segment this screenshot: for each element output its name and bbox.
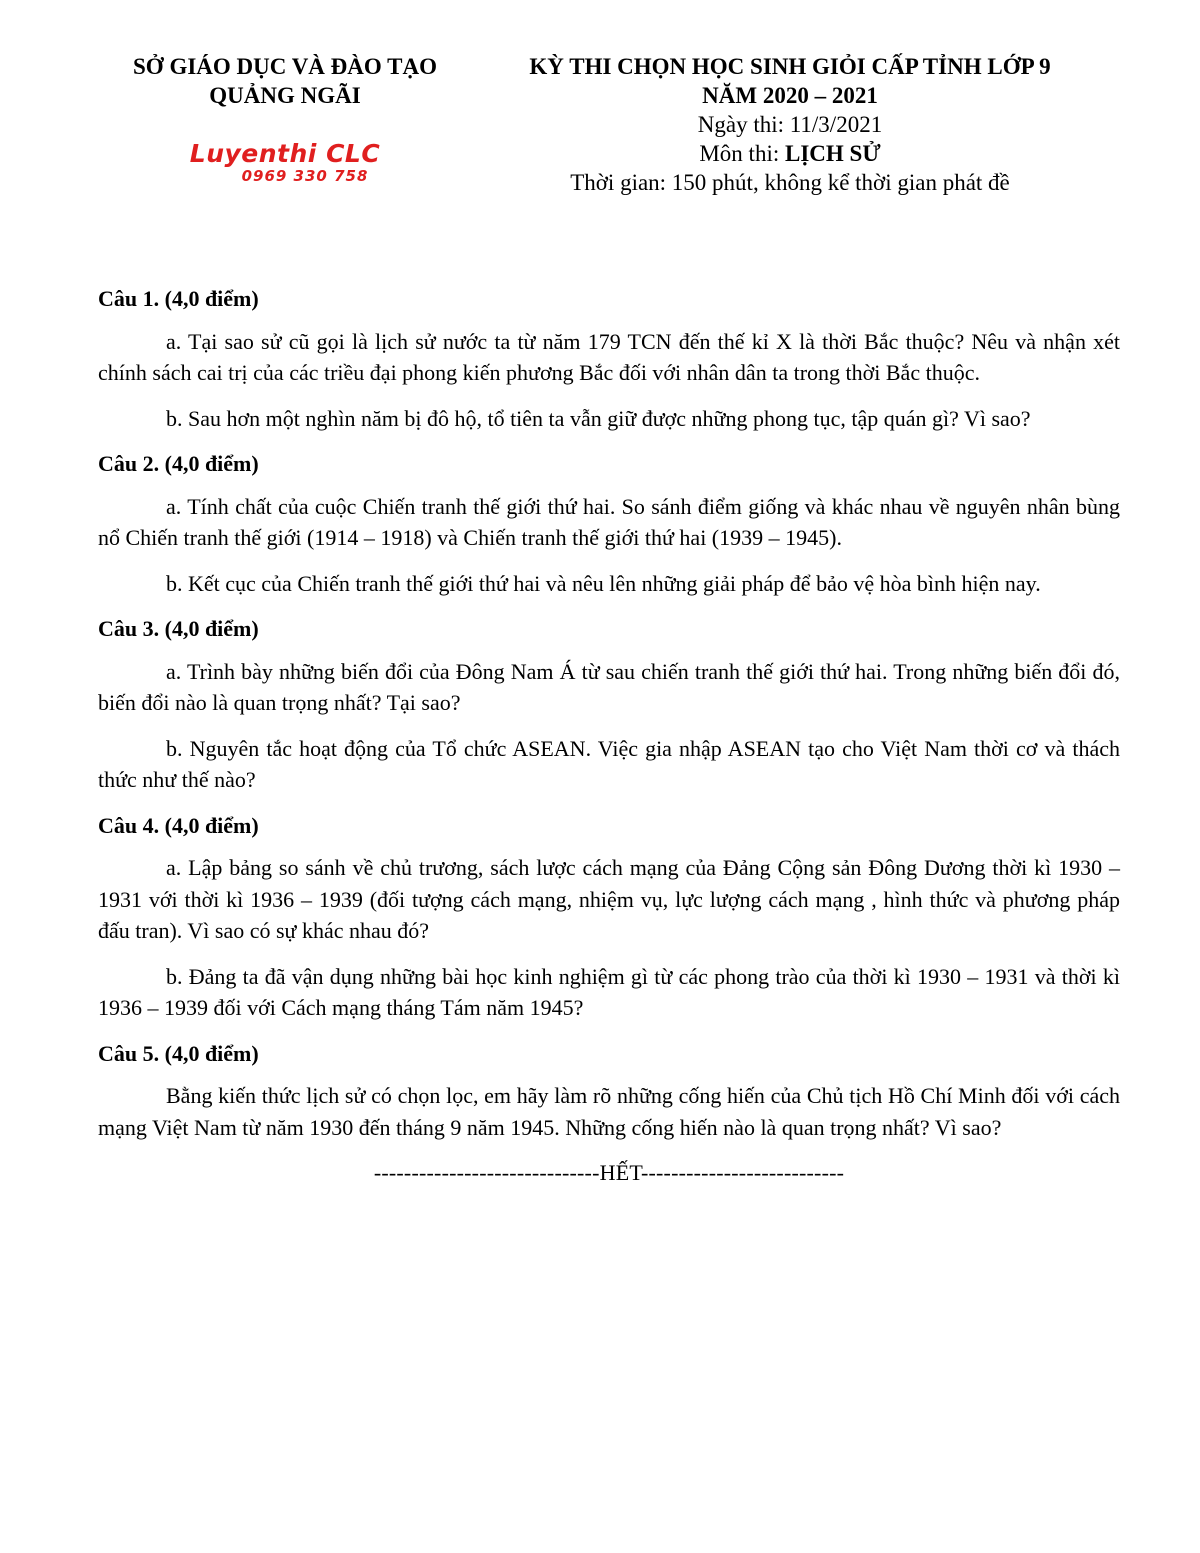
exam-header bbox=[470, 52, 1110, 197]
question-title: Câu 3. (4,0 điểm) bbox=[98, 616, 259, 641]
question-title: Câu 4. (4,0 điểm) bbox=[98, 812, 259, 838]
exam-duration: Thời gian: 150 phút, không kể thời gian phát đề bbox=[570, 170, 1010, 195]
exam-date: Ngày thi: 11/3/2021 bbox=[697, 112, 883, 137]
subject-label: Môn thi: bbox=[699, 141, 785, 166]
exam-title: KỲ THI CHỌN HỌC SINH GIỎI CẤP TỈNH LỚP 9 bbox=[529, 54, 1051, 79]
question-2 bbox=[98, 448, 1120, 599]
province-name: QUẢNG NGÃI bbox=[209, 83, 361, 108]
question-part: a. Tính chất của cuộc Chiến tranh thế giới thứ hai. So sánh điểm giống và khác nhau về nguyên nhân bùng nổ Chiến tranh thế giới (1914 – 1918) và Chiến tranh thế giới thứ hai (1939 – 1945). bbox=[98, 493, 1120, 550]
question-part: b. Sau hơn một nghìn năm bị đô hộ, tổ tiên ta vẫn giữ được những phong tục, tập quán gì? Vì sao? bbox=[166, 405, 1031, 431]
question-5 bbox=[98, 1038, 1120, 1144]
question-part: b. Đảng ta đã vận dụng những bài học kinh nghiệm gì từ các phong trào của thời kì 1930 – 1931 và thời kì 1936 – 1939 đối với Cách mạng tháng Tám năm 1945? bbox=[98, 963, 1120, 1020]
question-part: a. Lập bảng so sánh về chủ trương, sách lược cách mạng của Đảng Cộng sản Đông Dương thời kì 1930 – 1931 với thời kì 1936 – 1939 (đối tượng cách mạng, nhiệm vụ, lực lượng cách mạng , hình thức và phương pháp đấu tran). Vì sao có sự khác nhau đó? bbox=[98, 855, 1120, 943]
department-header bbox=[100, 52, 470, 110]
question-part: a. Trình bày những biến đổi của Đông Nam Á từ sau chiến tranh thế giới thứ hai. Trong những biến đổi đó, biến đổi nào là quan trọng nhất? Tại sao? bbox=[98, 658, 1120, 715]
question-title: Câu 5. (4,0 điểm) bbox=[98, 1040, 259, 1066]
logo-brand: Luyenthi CLC bbox=[189, 139, 381, 168]
question-part: a. Tại sao sử cũ gọi là lịch sử nước ta từ năm 179 TCN đến thế kỉ X là thời Bắc thuộc? Nêu và nhận xét chính sách cai trị của các triều đại phong kiến phương Bắc đối với nhân dân ta trong thời Bắc thuộc. bbox=[98, 328, 1120, 385]
subject-name: LỊCH SỬ bbox=[784, 141, 881, 166]
exam-year: NĂM 2020 – 2021 bbox=[702, 83, 878, 108]
department-name: SỞ GIÁO DỤC VÀ ĐÀO TẠO bbox=[133, 54, 437, 79]
logo bbox=[170, 140, 400, 184]
end-marker: ------------------------------HẾT--------------------------- bbox=[373, 1160, 845, 1185]
question-title: Câu 2. (4,0 điểm) bbox=[98, 451, 259, 476]
question-4 bbox=[98, 810, 1120, 1024]
question-title: Câu 1. (4,0 điểm) bbox=[98, 286, 259, 311]
question-part: b. Nguyên tắc hoạt động của Tổ chức ASEAN. Việc gia nhập ASEAN tạo cho Việt Nam thời cơ và thách thức như thế nào? bbox=[98, 735, 1120, 792]
question-part: b. Kết cục của Chiến tranh thế giới thứ hai và nêu lên những giải pháp để bảo vệ hòa bình hiện nay. bbox=[166, 570, 1041, 596]
exam-content bbox=[98, 283, 1120, 1189]
logo-phone: 0969 330 758 bbox=[241, 167, 369, 185]
question-3 bbox=[98, 613, 1120, 796]
question-part: Bằng kiến thức lịch sử có chọn lọc, em hãy làm rõ những cống hiến của Chủ tịch Hồ Chí Minh đối với cách mạng Việt Nam từ năm 1930 đến tháng 9 năm 1945. Những cống hiến nào là quan trọng nhất? Vì sao? bbox=[98, 1083, 1120, 1140]
exam-subject bbox=[470, 139, 1110, 168]
question-1 bbox=[98, 283, 1120, 434]
